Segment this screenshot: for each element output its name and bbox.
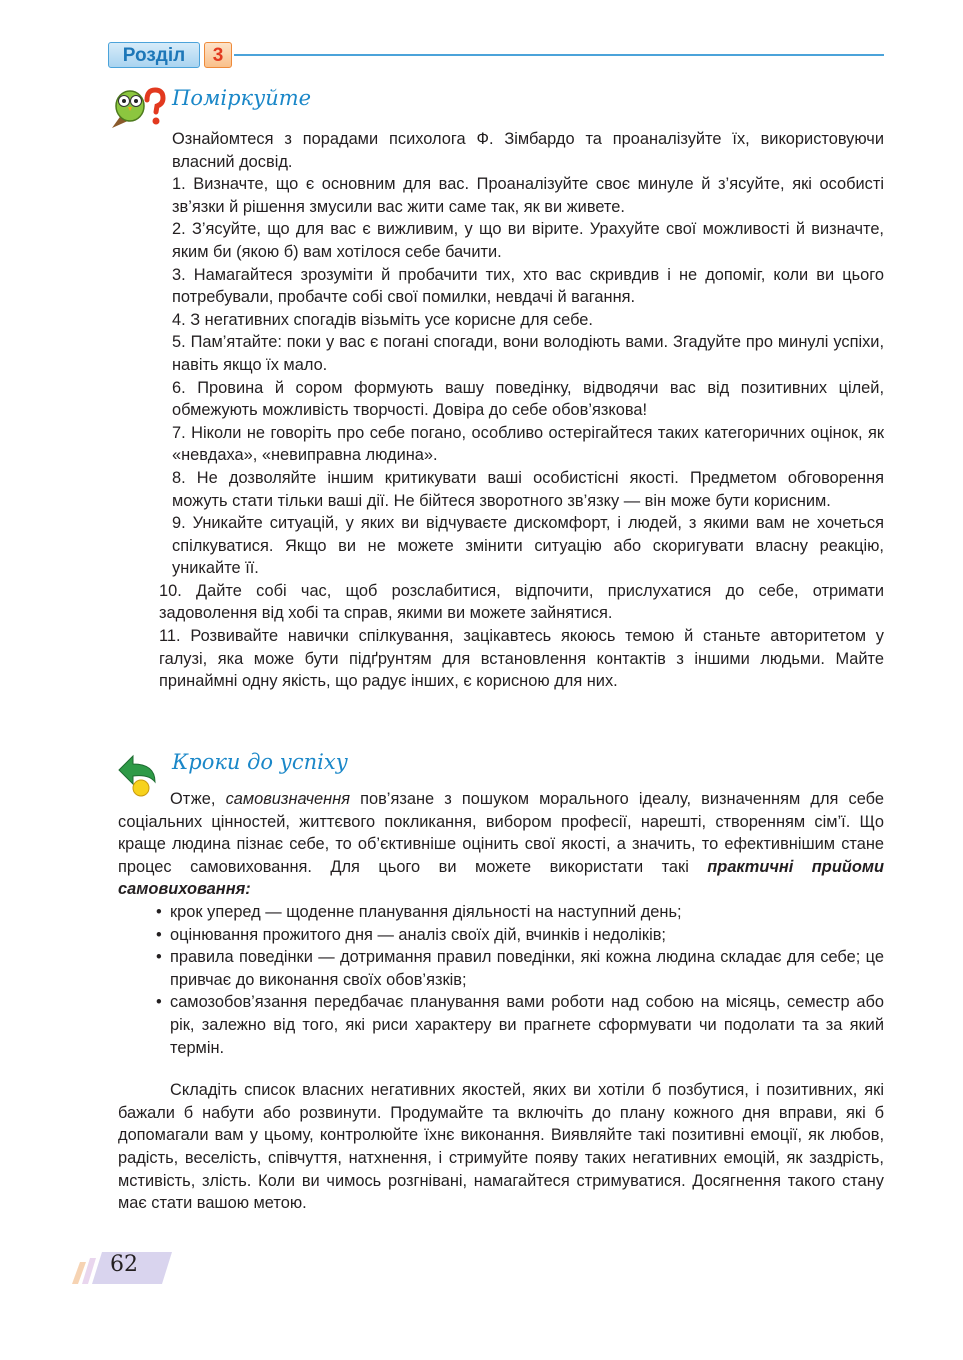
- steps-section-title: Кроки до успіху: [172, 750, 348, 774]
- chapter-header: [108, 42, 888, 72]
- think-section-title: Поміркуйте: [172, 86, 312, 110]
- para-emphasis: самовизначення: [225, 790, 350, 808]
- header-rule: [234, 54, 884, 56]
- para-strong: практичні прийоми самовиховання:: [118, 857, 884, 899]
- para-text: пов’язане з пошуком морального ідеалу, визначенням для себе соціальних цінностей, життєвого покликання, вибором професії, нарешті, створенням сім’ї. Що краще людина пізнає себе, то об’єктивніше оцінить свої якості, а значить, то ефективнішим стане процес самовиховання. Для цього ви можете використати такі: [118, 790, 884, 876]
- list-item: • самозобов’язання передбачає планування вами роботи над собою на місяць, семестр або рік, залежно від того, які риси характеру ви прагнете сформувати чи подолати та за який термін.: [156, 991, 884, 1059]
- list-item: • правила поведінки — дотримання правил поведінки, які кожна людина складає для себе; це привчає до виконання своїх обов’язків;: [156, 946, 884, 991]
- tip-item: 5. Пам’ятайте: поки у вас є погані спогади, вони володіють вами. Згадуйте про минулі успіхи, навіть якщо їх мало.: [172, 333, 884, 374]
- owl-question-icon: [108, 84, 166, 130]
- techniques-list: [118, 901, 884, 1059]
- tip-item: 6. Провина й сором формують вашу поведінку, відводячи вас від позитивних цілей, обмежують можливість творчості. Довіра до себе обов’язкова!: [172, 378, 884, 420]
- think-intro: Ознайомтеся з порадами психолога Ф. Зімбардо та проаналізуйте їх, використовуючи власний досвід.: [172, 130, 884, 171]
- steps-content: [118, 788, 884, 1215]
- tip-item: 2. З’ясуйте, що для вас є вижливим, у що ви вірите. Урахуйте свої можливості й визначте, яким би (якою б) вам хотілося себе бачити.: [172, 220, 884, 261]
- page-number: 62: [110, 1252, 138, 1277]
- list-item: • оцінювання прожитого дня — аналіз своїх дій, вчинків і недоліків;: [156, 924, 884, 947]
- tip-item: 7. Ніколи не говоріть про себе погано, особливо остерігайтеся таких категоричних оцінок, як «невдаха», «невиправна людина».: [172, 423, 884, 465]
- section-number: 3: [204, 42, 232, 68]
- think-content: [159, 128, 884, 693]
- tip-item: 11. Розвивайте навички спілкування, зацікавтесь якоюсь темою й станьте авторитетом у галузі, яка може бути підґрунтям для встановлення контактів з іншими людьми. Майте принаймні одну якість, що радує інших, є корисною для них.: [159, 627, 884, 691]
- tip-item: 4. З негативних спогадів візьміть усе корисне для себе.: [172, 310, 593, 329]
- final-paragraph: Складіть список власних негативних якостей, яких ви хотіли б позбутися, і позитивних, які бажали б набути або розвинути. Продумайте та включіть до плану кожного дня вправи, які б допомагали вам у цьому, контролюйте їхнє виконання. Виявляйте такі позитивні емоції, як любов, радість, веселість, співчуття, натхнення, і стримуйте появу таких негативних емоцій, як заздрість, мстивість, злість. Коли ви чимось розгнівані, намагайтеся стримуватися. Досягнення такого стану має стати вашою метою.: [118, 1081, 884, 1213]
- list-item: • крок уперед — щоденне планування діяльності на наступний день;: [156, 901, 884, 924]
- para-text: Отже,: [170, 790, 226, 808]
- tip-item: 8. Не дозволяйте іншим критикувати ваші особистісні якості. Предметом обговорення можуть стати тільки ваші дії. Не бійтеся зворотного зв’язку — він може бути корисним.: [172, 468, 884, 510]
- tip-item: 1. Визначте, що є основним для вас. Проаналізуйте своє минуле й з’ясуйте, які особисті зв’язки й рішення змусили вас жити саме так, як ви живете.: [172, 175, 884, 216]
- steps-paragraph: [118, 788, 884, 901]
- tip-item: 10. Дайте собі час, щоб розслабитися, відпочити, прислухатися до себе, отримати задоволення від хобі та справ, якими ви можете зайнятися.: [159, 581, 884, 623]
- tip-item: 3. Намагайтеся зрозуміти й пробачити тих, хто вас скривдив і не допоміг, коли ви цього потребували, пробачте собі свої помилки, невдачі й вагання.: [172, 265, 884, 307]
- section-label: Розділ: [108, 42, 200, 68]
- tip-item: 9. Уникайте ситуацій, у яких ви відчуваєте дискомфорт, і людей, з якими вам не хочеться спілкуватися. Якщо ви не можете змінити ситуацію або скоригувати власну реакцію, уникайте її.: [172, 514, 884, 578]
